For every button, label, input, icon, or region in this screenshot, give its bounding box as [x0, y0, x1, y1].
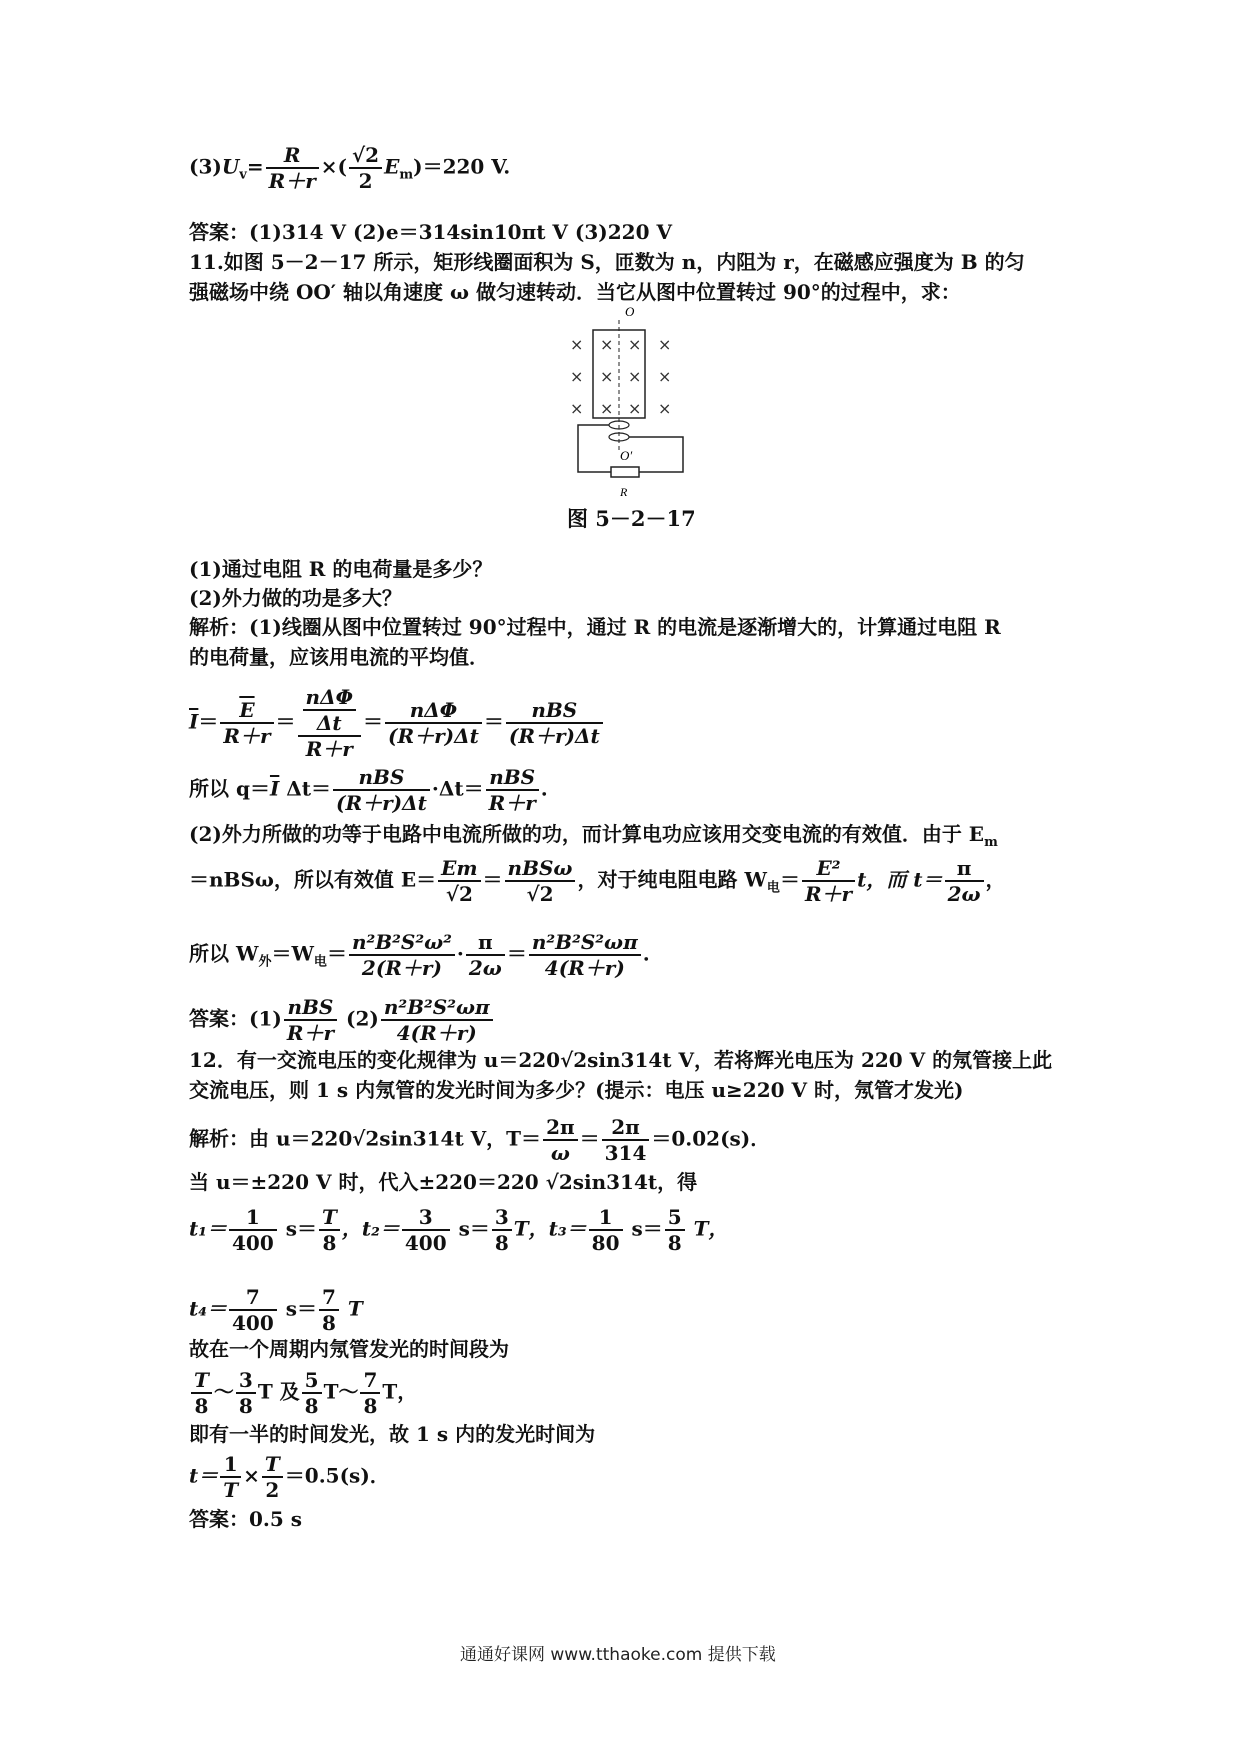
- fraction: $\frac{\frac{\text{nΔΦ}}{\Delta t}}{R+r}$: [298, 685, 361, 761]
- answer-10: 答案：(1)314 V (2)e＝314sin10πt V (3)220 V: [189, 220, 672, 244]
- fraction: $\frac{\overline{E}}{R+r}$: [220, 698, 273, 748]
- question-12-line1: 12．有一交流电压的变化规律为 u＝220√2sin314t V，若将辉光电压为 220 V 的氖管接上此: [189, 1048, 1053, 1072]
- field-cross: ×: [658, 367, 672, 386]
- question-12-line2: 交流电压，则 1 s 内氖管的发光时间为多少？(提示：电压 u≥220 V 时，氖管才发光): [189, 1078, 964, 1102]
- question-11-line1: 11.如图 5－2－17 所示，矩形线圈面积为 S，匝数为 n，内阻为 r，在磁感应强度为 B 的匀: [189, 250, 1025, 274]
- fraction: $\frac{\text{nBS}}{R+r}$: [486, 765, 539, 815]
- fraction: $\frac{\text{n²B²S²ωπ}}{4(R+r)}$: [529, 930, 641, 980]
- fraction: $\frac{\pi}{2\omega}$: [945, 856, 984, 906]
- fraction: $\frac{\text{nΔΦ}}{(R+r)\Delta t}$: [385, 698, 482, 748]
- fraction: $\frac{\text{nBS}}{(R+r)\Delta t}$: [506, 698, 603, 748]
- solution-11-part2-line1: (2)外力所做的功等于电路中电流所做的功，而计算电功应该用交变电流的有效值．由于 $E_m$: [189, 822, 998, 850]
- fraction: $\frac{R}{R+r}$: [266, 143, 319, 193]
- fraction: $\frac{Em}{√2}$: [438, 856, 480, 906]
- field-cross: ×: [600, 367, 614, 386]
- line-half-time: 即有一半的时间发光，故 1 s 内的发光时间为: [189, 1422, 596, 1446]
- solution-11-line2: 的电荷量，应该用电流的平均值．: [189, 645, 489, 669]
- fraction: $\frac{2\pi}{314}$: [602, 1115, 650, 1165]
- fraction: $\frac{\text{n²B²S²ωπ}}{4(R+r)}$: [381, 995, 493, 1045]
- field-cross: ×: [628, 335, 642, 354]
- fraction: $\frac{\text{nBS}}{R+r}$: [284, 995, 337, 1045]
- eq-work: 所以 $W_外=W_电=$ $\frac{\text{n²B²S²ω²}}{2(R+r)}$ · $\frac{\pi}{2\omega}$ ＝ $\frac{\text{n²B²S²ωπ}}{4(R+r)}$ .: [189, 930, 650, 980]
- circuit-wire-left: [578, 425, 611, 472]
- answer-11: 答案：(1) $\frac{\text{nBS}}{R+r}$ (2) $\frac{\text{n²B²S²ωπ}}{4(R+r)}$: [189, 995, 495, 1045]
- label-o: O: [625, 304, 635, 319]
- line-when-u: 当 u＝±220 V 时，代入±220＝220 √2sin314t，得: [189, 1170, 698, 1194]
- fraction: $\frac{2\pi}{\omega}$: [543, 1115, 578, 1165]
- fraction: $\frac{\text{nBSω}}{√2}$: [505, 856, 576, 906]
- eq-glow-time: t＝ $\frac{1}{T}$ × $\frac{T}{2}$ ＝0.5(s)．: [189, 1452, 390, 1502]
- figure-caption: 图 5－2－17: [567, 506, 696, 531]
- eq-intervals: $\frac{T}{8}$ ～ $\frac{3}{8}$ T 及 $\frac{5}{8}$ T～ $\frac{7}{8}$ T，: [189, 1368, 417, 1418]
- eq-period: 解析：由 u＝220√2sin314t V，T＝ $\frac{2\pi}{\omega}$ ＝ $\frac{2\pi}{314}$ ＝0.02(s)．: [189, 1115, 771, 1165]
- field-cross: ×: [570, 367, 584, 386]
- label-r: R: [620, 485, 628, 499]
- eq-t1-t2-t3: t₁＝ $\frac{1}{400}$ s＝ $\frac{T}{8}$ ，t₂＝ $\frac{3}{400}$ s＝ $\frac{3}{8}$ T，t₃＝ $\frac{1}{80}$ s＝ $\frac{5}{8}$ T，: [189, 1205, 729, 1255]
- field-cross: ×: [628, 367, 642, 386]
- eq-t4: t₄＝ $\frac{7}{400}$ s＝ $\frac{7}{8}$ T: [189, 1285, 363, 1335]
- field-cross: ×: [600, 399, 614, 418]
- field-cross: ×: [628, 399, 642, 418]
- fraction: $\frac{\pi}{2\omega}$: [466, 930, 505, 980]
- answer-12: 答案：0.5 s: [189, 1507, 303, 1531]
- fraction: $\frac{√2}{2}$: [349, 143, 382, 193]
- fraction: $\frac{\text{n²B²S²ω²}}{2(R+r)}$: [349, 930, 455, 980]
- eq-charge: 所以 $q=\overline{I}$ Δt＝ $\frac{\text{nBS}}{(R+r)\Delta t}$ ·Δt＝ $\frac{\text{nBS}}{R+r}$ .: [189, 765, 548, 815]
- eq-average-current: $\overline{I}=$ $\frac{\overline{E}}{R+r}$ ＝ $\frac{\frac{\text{nΔΦ}}{\Delta t}}{R+r}$ ＝ $\frac{\text{nΔΦ}}{(R+r)\Delta t}$ ＝ $\frac{\text{nBS}}{(R+r)\Delta t}$: [189, 685, 605, 761]
- page-footer: 通通好课网 www.tthaoke.com 提供下载: [460, 1645, 776, 1665]
- question-11-line2: 强磁场中绕 OO′ 轴以角速度 ω 做匀速转动．当它从图中位置转过 90°的过程中，求：: [189, 280, 961, 304]
- question-11-part2: (2)外力做的功是多大？: [189, 586, 402, 610]
- fraction: $\frac{\text{E²}}{R+r}$: [802, 856, 855, 906]
- question-11-part1: (1)通过电阻 R 的电荷量是多少？: [189, 557, 493, 581]
- coil-diagram: [550, 300, 690, 500]
- resistor-symbol: [611, 467, 639, 477]
- line-period-intervals: 故在一个周期内氖管发光的时间段为: [189, 1337, 509, 1361]
- field-cross: ×: [658, 335, 672, 354]
- magnetic-field-crosses: [570, 335, 671, 418]
- fraction: $\frac{\text{nBS}}{(R+r)\Delta t}$: [333, 765, 430, 815]
- field-cross: ×: [570, 335, 584, 354]
- label-o-prime: O′: [620, 448, 633, 463]
- field-cross: ×: [600, 335, 614, 354]
- eq-uv: $(3)U_v=$ $\frac{R}{R+r}$ ×( $\frac{√2}{2}$ $E_m)=220$ V.: [189, 143, 511, 193]
- field-cross: ×: [570, 399, 584, 418]
- field-cross: ×: [658, 399, 672, 418]
- solution-11-line1: 解析：(1)线圈从图中位置转过 90°过程中，通过 R 的电流是逐渐增大的，计算通过电阻 R: [189, 615, 1001, 639]
- eq-effective-value: ＝nBSω，所以有效值 E＝ $\frac{Em}{√2}$ ＝ $\frac{\text{nBSω}}{√2}$ ，对于纯电阻电路 $W_电=$ $\frac{\text{E²}}{R+r}$ t，而 t＝ $\frac{\pi}{2\omega}$ ，: [189, 856, 1006, 906]
